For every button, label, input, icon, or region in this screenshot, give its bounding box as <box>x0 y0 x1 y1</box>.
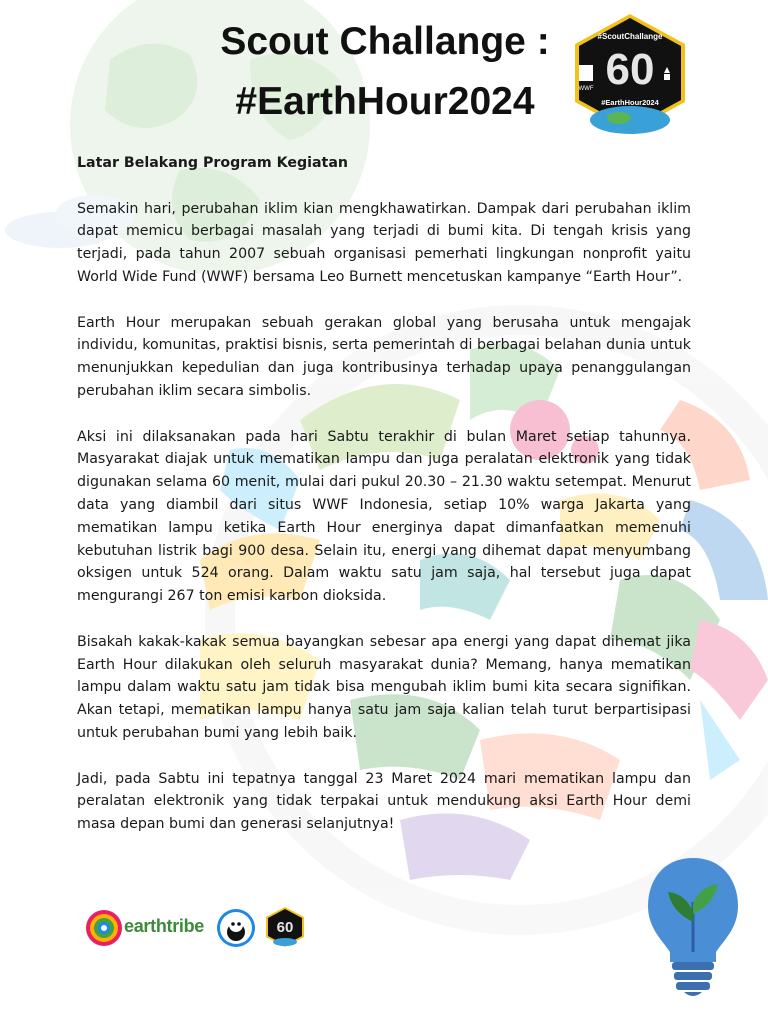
footer-logos <box>84 906 324 948</box>
small-scout-badge <box>264 906 306 948</box>
badge-bottom-text: #EarthHour2024 <box>601 98 659 107</box>
badge-wwf-label: WWF <box>578 86 594 92</box>
paragraph-3: Aksi ini dilaksanakan pada hari Sabtu terakhir di bulan Maret setiap tahunnya. Masyarakat diajak untuk mematikan lampu dan juga peralatan elektronik yang tidak digunakan selama 60 menit, mulai dari pukul 20.30 – 21.30 waktu setempat. Menurut data yang diambil dari situs WWF Indonesia, setiap 10% warga Jakarta yang mematikan lampu ketika Earth Hour energinya dapat dimanfaatkan memenuhi kebutuhan listrik bagi 900 desa. Selain itu, energi yang dihemat dapat menyumbang oksigen untuk 524 orang. Dalam waktu satu jam saja, hal tersebut juga dapat mengurangi 267 ton emisi karbon dioksida. <box>77 428 691 605</box>
paragraph-4: Bisakah kakak-kakak semua bayangkan sebesar apa energi yang dapat dihemat jika Earth Hour dilakukan oleh seluruh masyarakat dunia? Memang, hanya mematikan lampu dalam waktu satu jam tidak bisa mengubah iklim bumi kita secara signifikan. Akan tetapi, mematikan lampu hanya satu jam saja kalian telah turut berpartisipasi untuk perubahan bumi yang lebih baik. <box>77 633 691 741</box>
section-heading: Latar Belakang Program Kegiatan <box>77 155 348 171</box>
title-line-1: Scout Challange : <box>220 20 550 63</box>
earthtribe-logo-icon <box>84 908 124 948</box>
title-line-2: #EarthHour2024 <box>235 80 535 123</box>
wwf-panda-logo <box>216 908 256 948</box>
paragraph-1: Semakin hari, perubahan iklim kian mengkhawatirkan. Dampak dari perubahan iklim dapat memicu berbagai masalah yang terjadi di bumi kita. Di tengah krisis yang terjadi, pada tahun 2007 sebuah organisasi pemerhati lingkungan nonprofit yaitu World Wide Fund (WWF) bersama Leo Burnett mencetuskan kampanye “Earth Hour”. <box>77 200 691 285</box>
article <box>77 152 691 859</box>
lightbulb-plant-icon <box>640 852 746 1002</box>
badge-number: 60 <box>605 45 655 94</box>
paragraph-2: Earth Hour merupakan sebuah gerakan global yang berusaha untuk mengajak individu, komunitas, praktisi bisnis, serta pemerintah di berbagai belahan dunia untuk menunjukkan kepedulian dan juga kontribusinya terhadap upaya penanggulangan perubahan iklim secara simbolis. <box>77 314 691 399</box>
scout-challenge-badge <box>569 12 691 134</box>
paragraph-5: Jadi, pada Sabtu ini tepatnya tanggal 23 Maret 2024 mari mematikan lampu dan peralatan elektronik yang tidak terpakai untuk mendukung aksi Earth Hour demi masa depan bumi dan generasi selanjutnya! <box>77 770 691 833</box>
badge-top-text: #ScoutChallange <box>597 32 663 41</box>
small-badge-number: 60 <box>276 919 294 936</box>
earthtribe-logo-text: earthtribe <box>124 916 205 936</box>
page-title <box>150 12 620 132</box>
